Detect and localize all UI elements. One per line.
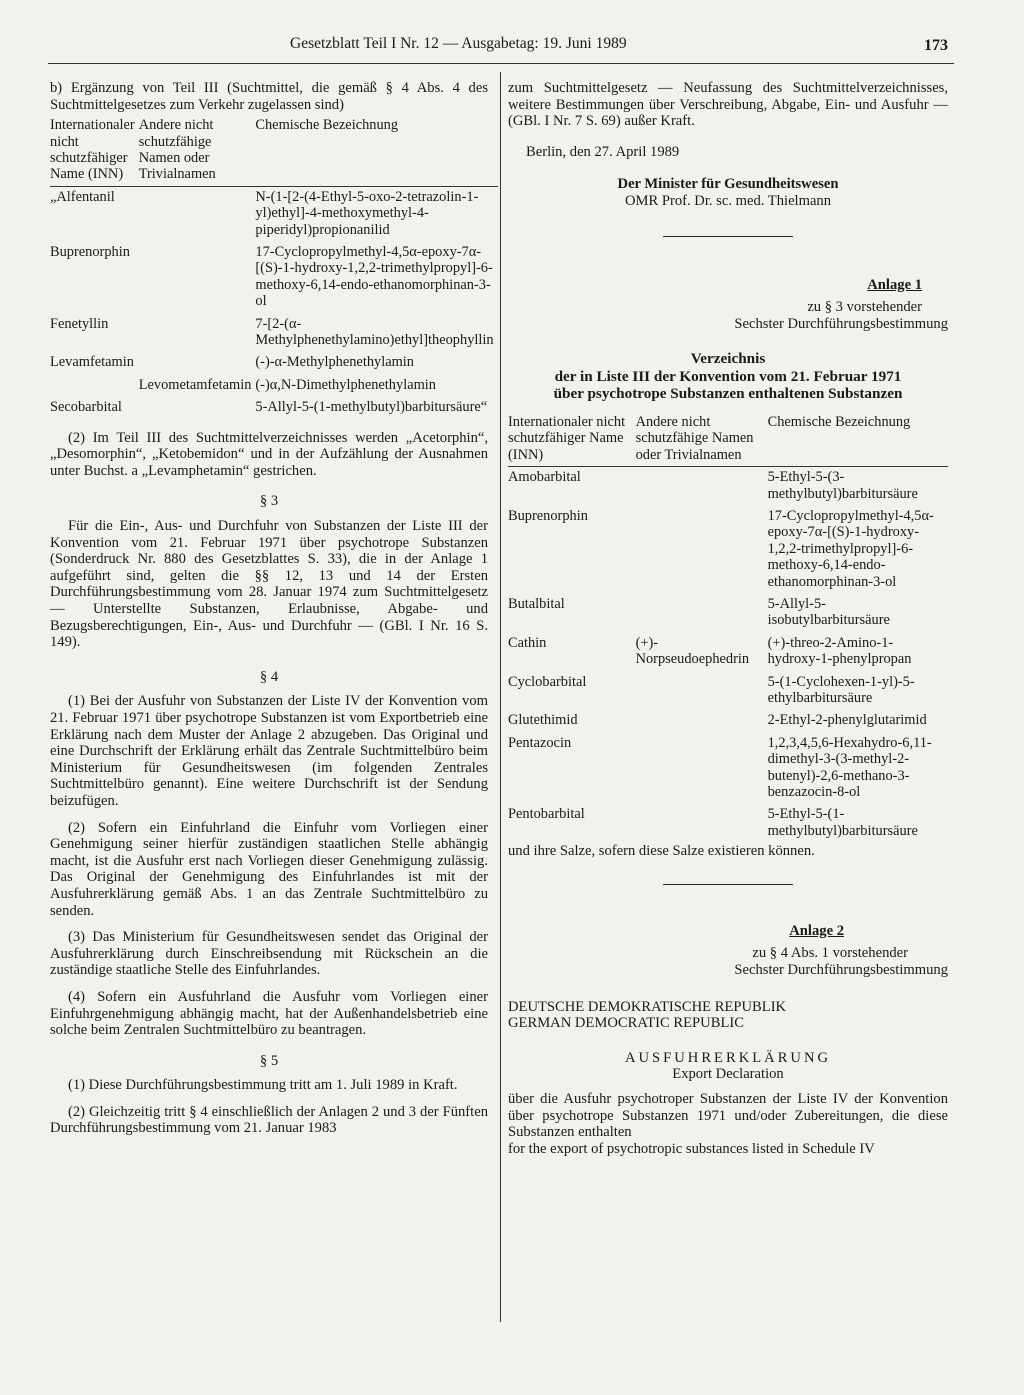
table-row xyxy=(508,804,948,843)
table-row xyxy=(508,467,948,506)
table-row xyxy=(50,314,498,353)
table-row xyxy=(508,633,948,672)
chemical-name: 5-Ethyl-5-(1-methylbutyl)barbitursäure xyxy=(767,806,918,839)
inn-name: Levamfetamin xyxy=(50,354,134,371)
table-row xyxy=(508,594,948,633)
other-name xyxy=(139,397,256,419)
table-header-row xyxy=(508,414,948,467)
substance-table-left xyxy=(50,117,498,420)
inn-name: Glutethimid xyxy=(508,712,578,729)
supplement-intro: b) Ergänzung von Teil III (Suchtmittel, die gemäß § 4 Abs. 4 des Suchtmittelgesetzes zum Verkehr zugelassen sind) xyxy=(50,80,488,113)
inn-name: Amobarbital xyxy=(508,469,581,486)
section-4-para-1: (1) Bei der Ausfuhr von Substanzen der Liste IV der Konvention vom 21. Februar 1971 über psychotrope Substanzen ist vom Exportbetrieb eine Erklärung nach dem Muster der Anlage 2 abzugeben. Das Original und eine Durchschrift der Erklärung erhält das Zentrale Suchtmittelbüro beim Ministerium für Gesundheitswesen (im folgenden Zentrales Suchtmittelbüro genannt). Eine weitere Durchschrift ist der Sendung beizufügen. xyxy=(50,693,488,809)
column-divider xyxy=(500,72,501,1322)
page-number: 173 xyxy=(924,37,948,54)
col-header-inn: Internationaler nicht schutzfähiger Name (INN) xyxy=(508,413,626,463)
anlage-2-ref-2: Sechster Durchführungsbestimmung xyxy=(734,962,948,979)
other-name xyxy=(139,314,256,353)
left-column xyxy=(50,80,494,1137)
table-row xyxy=(50,397,498,419)
inn-name: Buprenorphin xyxy=(508,507,588,524)
chemical-name: 5-Allyl-5-(1-methylbutyl)barbitursäure“ xyxy=(255,399,488,416)
directory-line-1: Verzeichnis xyxy=(690,350,766,368)
table-row xyxy=(50,375,498,397)
directory-line-3: über psychotrope Substanzen enthaltenen Substanzen xyxy=(553,384,903,402)
inn-name xyxy=(50,375,139,397)
separator-rule xyxy=(663,884,793,885)
anlage-1-title: Anlage 1 xyxy=(867,276,922,293)
repeal-continuation: zum Suchtmittelgesetz — Neufassung des Suchtmittelverzeichnisses, weitere Bestimmungen über Verschreibung, Abgabe, Ein- und Ausfuhr — (GBl. I Nr. 7 S. 69) außer Kraft. xyxy=(508,80,948,130)
section-4-title: § 4 xyxy=(259,668,279,685)
other-name: (+)-Norpseudoephedrin xyxy=(635,634,750,668)
minister-title: Der Minister für Gesundheitswesen xyxy=(617,176,839,193)
chemical-name: 5-(1-Cyclohexen-1-yl)-5-ethylbarbitursäure xyxy=(767,673,915,707)
table-row xyxy=(508,710,948,732)
anlage-2-title: Anlage 2 xyxy=(789,922,844,939)
form-title: AUSFUHRERKLÄRUNG xyxy=(624,1049,832,1066)
form-subtitle: Export Declaration xyxy=(672,1066,784,1083)
col-header-chemical: Chemische Bezeichnung xyxy=(767,413,911,430)
gazette-title: Gesetzblatt Teil I Nr. 12 — Ausgabetag: 19. Juni 1989 xyxy=(290,35,627,52)
right-column xyxy=(508,80,948,1157)
chemical-name: (-)α,N-Dimethylphenethylamin xyxy=(255,376,436,393)
form-text-english: for the export of psychotropic substances listed in Schedule IV xyxy=(508,1140,875,1157)
table-row xyxy=(508,733,948,805)
other-name xyxy=(636,594,768,633)
other-name xyxy=(636,733,768,805)
form-text-german: über die Ausfuhr psychotroper Substanzen der Liste IV der Konvention über psychotrope Substanzen 1971 und/oder Zubereitungen, die diese Substanzen enthalten xyxy=(508,1091,948,1141)
section-4-para-2: (2) Sofern ein Einfuhrland die Einfuhr vom Vorliegen einer Genehmigung seiner hierfür zuständigen staatlichen Stelle abhängig macht, ist die Ausfuhr erst nach Vorliegen dieser Genehmigung zulässig. Das Original der Genehmigung des Einfuhrlandes ist mit der Ausfuhrerklärung gemäß Abs. 1 an das Zentrale Suchtmittelbüro zu senden. xyxy=(50,819,488,919)
other-name xyxy=(139,352,256,374)
section-5-title: § 5 xyxy=(259,1052,279,1069)
col-header-other-names: Andere nicht schutzfähige Namen oder Trivialnamen xyxy=(138,117,216,183)
inn-name: Cathin xyxy=(508,634,547,651)
table-row xyxy=(50,186,498,242)
anlage-1-heading xyxy=(508,277,948,316)
inn-name: Buprenorphin xyxy=(50,244,130,261)
other-name xyxy=(636,672,768,711)
other-name: Levometamfetamin xyxy=(138,376,252,393)
section-5-para-1: (1) Diese Durchführungsbestimmung tritt am 1. Juli 1989 in Kraft. xyxy=(68,1077,458,1094)
section-4-para-3: (3) Das Ministerium für Gesundheitswesen sendet das Original der Ausfuhrerklärung durch Einschreibsendung mit Rückschein an die zuständige staatliche Stelle des Einfuhrlandes. xyxy=(50,929,488,979)
other-name xyxy=(636,804,768,843)
inn-name: Secobarbital xyxy=(50,399,122,416)
chemical-name: N-(1-[2-(4-Ethyl-5-oxo-2-tetrazolin-1-yl)ethyl]-4-methoxymethyl-4-piperidyl)propionanilid xyxy=(255,188,479,238)
inn-name: Cyclobarbital xyxy=(508,673,587,690)
chemical-name: (-)-α-Methylphenethylamin xyxy=(255,354,414,371)
other-name xyxy=(139,186,256,242)
place-date: Berlin, den 27. April 1989 xyxy=(526,143,680,160)
section-5-para-2: (2) Gleichzeitig tritt § 4 einschließlich der Anlagen 2 und 3 der Fünften Durchführungsbestimmung vom 21. Januar 1983 xyxy=(50,1103,488,1137)
substance-table-right xyxy=(508,414,948,843)
anlage-2-ref-1: zu § 4 Abs. 1 vorstehender xyxy=(752,945,908,962)
table-header-row xyxy=(50,117,498,186)
inn-name: Pentazocin xyxy=(508,734,572,751)
chemical-name: (+)-threo-2-Amino-1-hydroxy-1-phenylpropan xyxy=(767,634,912,668)
chemical-name: 17-Cyclopropylmethyl-4,5α-epoxy-7α-[(S)-1-hydroxy-1,2,2-trimethylpropyl]-6-methoxy-6,14-endo-ethanomorphinan-3-ol xyxy=(255,244,493,310)
col-header-inn: Internationaler nicht schutzfähiger Name (INN) xyxy=(50,117,135,183)
country-english: GERMAN DEMOCRATIC REPUBLIC xyxy=(508,1015,744,1032)
col-header-chemical: Chemische Bezeichnung xyxy=(255,117,399,134)
section-4-para-4: (4) Sofern ein Ausfuhrland die Ausfuhr vom Vorliegen einer Einfuhrgenehmigung abhängig macht, hat der Außenhandelsbetrieb eine solche beim Zentralen Suchtmittelbüro zu beantragen. xyxy=(50,988,488,1039)
section-3-title: § 3 xyxy=(259,493,279,510)
other-name xyxy=(636,467,768,506)
signatory-name: OMR Prof. Dr. sc. med. Thielmann xyxy=(624,192,832,209)
inn-name: Fenetyllin xyxy=(50,315,109,332)
anlage-1-ref-2: Sechster Durchführungsbestimmung xyxy=(734,315,948,332)
inn-name: „Alfentanil xyxy=(50,188,115,205)
col-header-other-names: Andere nicht schutzfähige Namen oder Trivialnamen xyxy=(635,413,754,463)
table-row xyxy=(508,672,948,711)
chemical-name: 5-Allyl-5-isobutylbarbitursäure xyxy=(767,596,890,629)
other-name xyxy=(139,242,256,314)
table-row xyxy=(50,352,498,374)
section-3-text: Für die Ein-, Aus- und Durchfuhr von Substanzen der Liste III der Konvention vom 21. Februar 1971 über psychotrope Substanzen (Sonderdruck Nr. 880 des Gesetzblattes S. 33), die in der Anlage 1 aufgeführt sind, gelten die §§ 12, 13 und 14 der Ersten Durchführungsbestimmung vom 28. Januar 1974 zum Suchtmittelgesetz — Unterstellte Substanzen, Erlaubnisse, Abgabe- und Bezugsberechtigungen, Ein-, Aus- und Durchfuhr — (GBl. I Nr. 16 S. 149). xyxy=(50,518,488,651)
other-name xyxy=(636,710,768,732)
inn-name: Pentobarbital xyxy=(508,806,585,823)
salts-note: und ihre Salze, sofern diese Salze existieren können. xyxy=(508,843,815,860)
chemical-name: 2-Ethyl-2-phenylglutarimid xyxy=(767,712,927,729)
anlage-1-ref-1: zu § 3 vorstehender xyxy=(807,299,922,316)
chemical-name: 1,2,3,4,5,6-Hexahydro-6,11-dimethyl-3-(3-methyl-2-butenyl)-2,6-methano-3-benzazocin-8-ol xyxy=(767,734,932,801)
anlage-2-heading xyxy=(508,923,948,940)
inn-name: Butalbital xyxy=(508,596,565,613)
country-german: DEUTSCHE DEMOKRATISCHE REPUBLIK xyxy=(508,998,787,1015)
directory-heading xyxy=(508,350,948,402)
paragraph-2-removals: (2) Im Teil III des Suchtmittelverzeichnisses werden „Acetorphin“, „Desomorphin“, „Ketobemidon“ und in der Aufzählung der Ausnahmen unter Buchst. a „Levamphetamin“ gestrichen. xyxy=(50,429,488,479)
other-name xyxy=(636,506,768,594)
table-row xyxy=(50,242,498,314)
chemical-name: 7-[2-(α-Methylphenethylamino)ethyl]theophyllin xyxy=(255,315,494,349)
separator-rule xyxy=(663,236,793,237)
chemical-name: 5-Ethyl-5-(3-methylbutyl)barbitursäure xyxy=(767,469,918,502)
form-country-block xyxy=(508,999,948,1032)
header-rule xyxy=(48,63,954,64)
table-row xyxy=(508,506,948,594)
chemical-name: 17-Cyclopropylmethyl-4,5α-epoxy-7α-[(S)-1-hydroxy-1,2,2-trimethylpropyl]-6-methoxy-6,14-endo-ethanomorphinan-3-ol xyxy=(767,507,934,590)
directory-line-2: der in Liste III der Konvention vom 21. Februar 1971 xyxy=(554,367,902,385)
